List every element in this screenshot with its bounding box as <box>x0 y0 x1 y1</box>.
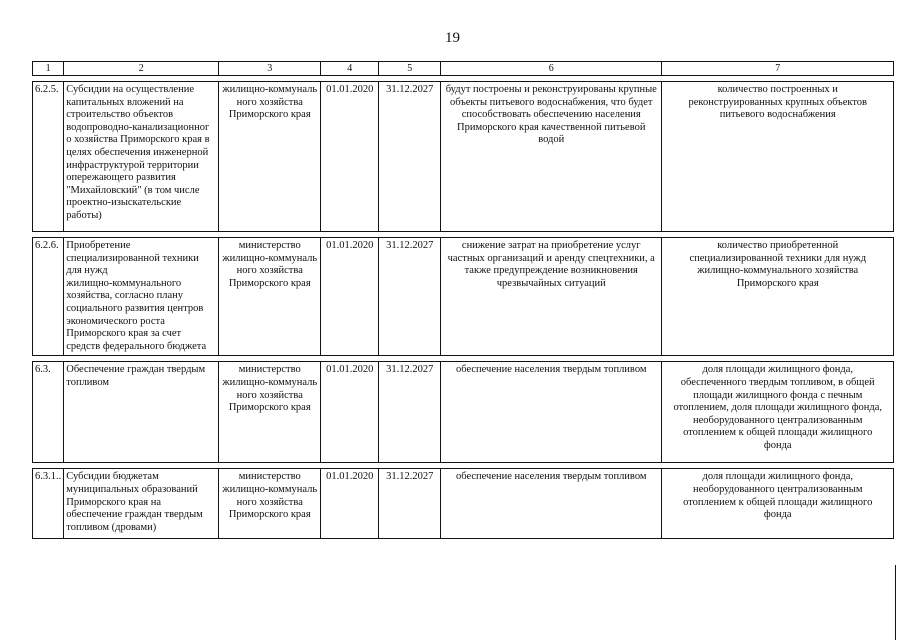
executor-cell: министерство жилищно-коммуналь ного хозяйства Приморского края <box>219 469 321 539</box>
indicator-cell: количество приобретенной специализированной техники для нужд жилищно-коммунального хозяйства Приморского края <box>662 238 894 356</box>
table-row <box>33 82 894 232</box>
start-date-cell: 01.01.2020 <box>321 362 379 463</box>
header-cell: 3 <box>219 62 321 76</box>
program-measures-table <box>32 61 894 539</box>
page-number: 19 <box>445 30 460 46</box>
row-number-cell: 6.2.5. <box>33 82 64 232</box>
row-number-cell: 6.3.1.. <box>33 469 64 539</box>
table-row <box>33 469 894 539</box>
measure-name-cell: Субсидии на осуществление капитальных вложений на строительство объектов водопроводно-канализационног о хозяйства Приморского края в целях обеспечения инженерной инфраструктурой территории опережающего развития "Михайловский" (в том числе проектно-изыскательские работы) <box>64 82 219 232</box>
indicator-cell: количество построенных и реконструированных крупных объектов питьевого водоснабжения <box>662 82 894 232</box>
expected-result-cell: будут построены и реконструированы крупные объекты питьевого водоснабжения, что будет способствовать обеспечению населения Приморского края качественной питьевой водой <box>441 82 662 232</box>
start-date-cell: 01.01.2020 <box>321 469 379 539</box>
end-date-cell: 31.12.2027 <box>379 362 441 463</box>
header-cell: 4 <box>321 62 379 76</box>
expected-result-cell: обеспечение населения твердым топливом <box>441 469 662 539</box>
header-cell: 6 <box>441 62 662 76</box>
header-cell: 7 <box>662 62 894 76</box>
end-date-cell: 31.12.2027 <box>379 238 441 356</box>
end-date-cell: 31.12.2027 <box>379 82 441 232</box>
expected-result-cell: снижение затрат на приобретение услуг частных организаций и аренду спецтехники, а также предупреждение возникновения чрезвычайных ситуаций <box>441 238 662 356</box>
measure-name-cell: Приобретение специализированной техники для нужд жилищно-коммунального хозяйства, согласно плану социального развития центров экономического роста Приморского края за счет средств федерального бюджета <box>64 238 219 356</box>
header-cell: 2 <box>64 62 219 76</box>
start-date-cell: 01.01.2020 <box>321 238 379 356</box>
indicator-cell: доля площади жилищного фонда, необорудованного централизованным отоплением к общей площади жилищного фонда <box>662 469 894 539</box>
indicator-cell: доля площади жилищного фонда, обеспеченного твердым топливом, в общей площади жилищного фонда с печным отоплением, доля площади жилищного фонда, необорудованного централизованным отоплением к общей площади жилищного фонда <box>662 362 894 463</box>
expected-result-cell: обеспечение населения твердым топливом <box>441 362 662 463</box>
row-number-cell: 6.2.6. <box>33 238 64 356</box>
start-date-cell: 01.01.2020 <box>321 82 379 232</box>
table-row <box>33 238 894 356</box>
row-number-cell: 6.3. <box>33 362 64 463</box>
executor-cell: министерство жилищно-коммуналь ного хозяйства Приморского края <box>219 238 321 356</box>
page-edge-mark <box>895 565 901 640</box>
end-date-cell: 31.12.2027 <box>379 469 441 539</box>
executor-cell: министерство жилищно-коммуналь ного хозяйства Приморского края <box>219 362 321 463</box>
measure-name-cell: Обеспечение граждан твердым топливом <box>64 362 219 463</box>
measure-name-cell: Субсидии бюджетам муниципальных образований Приморского края на обеспечение граждан твердым топливом (дровами) <box>64 469 219 539</box>
executor-cell: жилищно-коммуналь ного хозяйства Приморского края <box>219 82 321 232</box>
header-cell: 1 <box>33 62 64 76</box>
header-cell: 5 <box>379 62 441 76</box>
table-row <box>33 362 894 463</box>
header-row <box>33 62 894 76</box>
